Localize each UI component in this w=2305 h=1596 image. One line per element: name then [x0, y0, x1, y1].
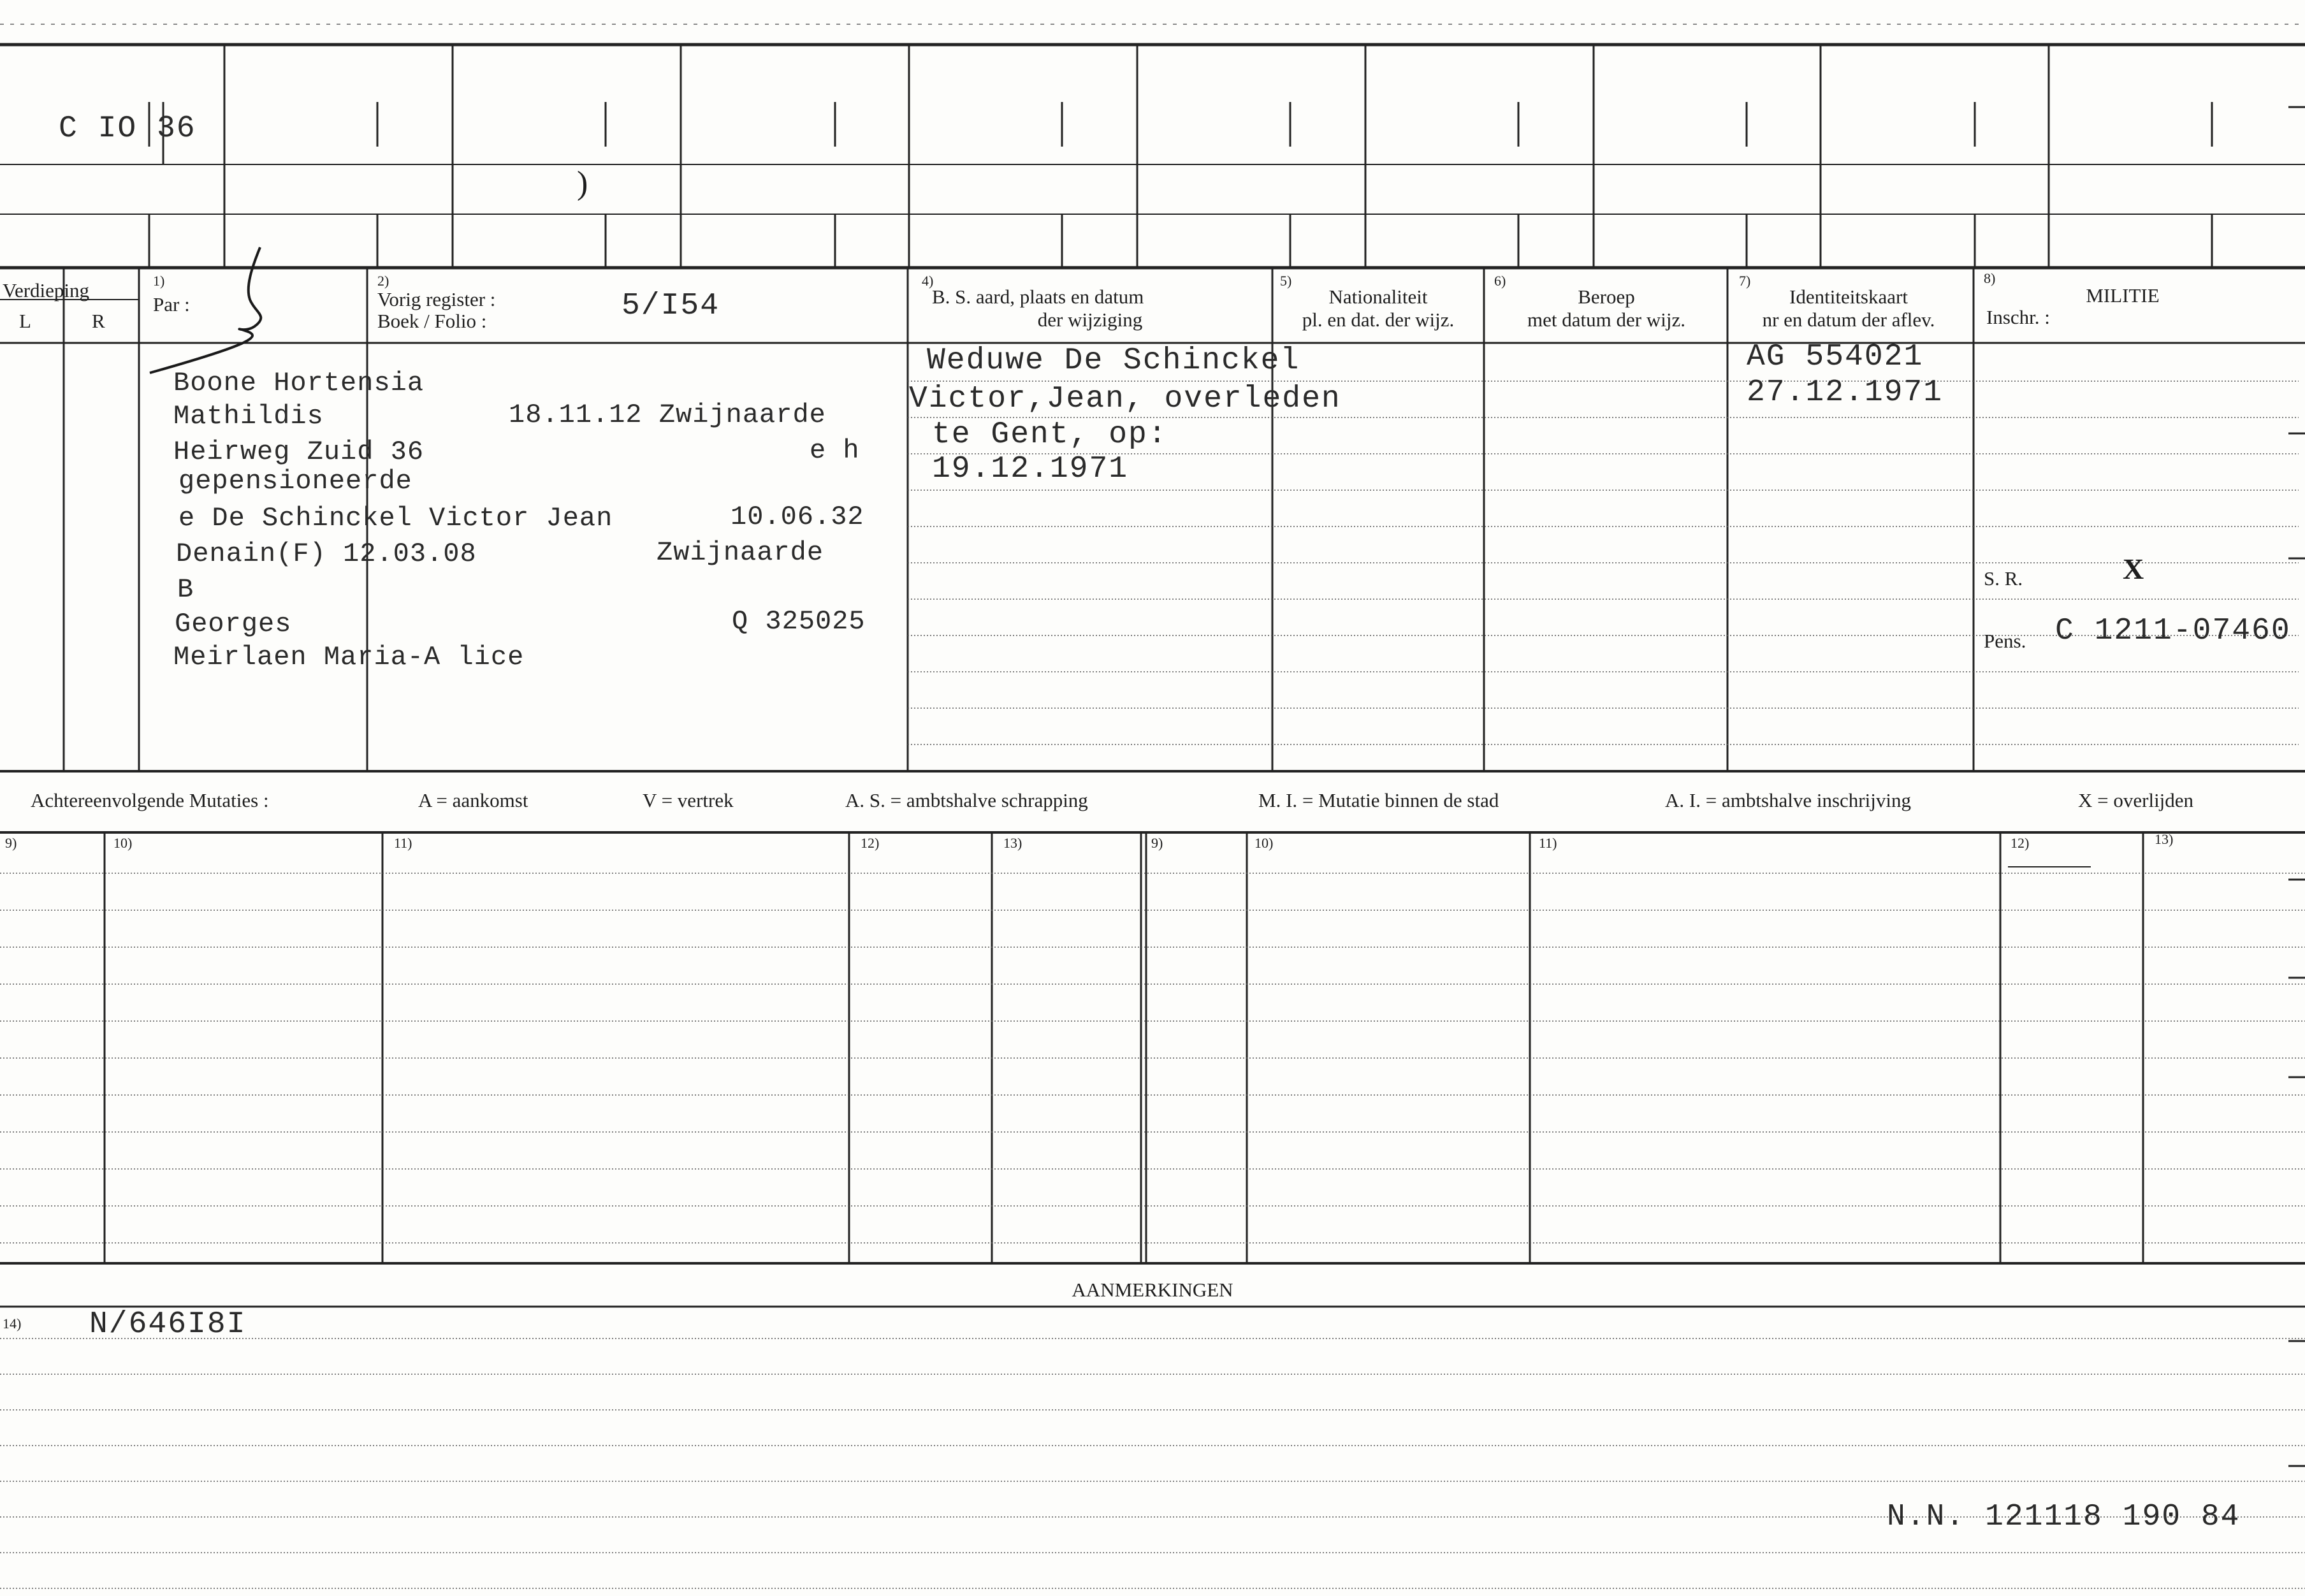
person-address: Heirweg Zuid 36	[173, 437, 425, 467]
person-occupation: gepensioneerde	[178, 466, 412, 497]
sr-value: X	[2123, 553, 2144, 585]
person-firstname2: Mathildis	[173, 401, 324, 432]
mutation-code-ai: A. I. = ambtshalve inschrijving	[1665, 789, 1911, 811]
father-name: Georges	[175, 609, 292, 639]
bs-entry-line2: Victor,Jean, overleden	[909, 382, 1341, 416]
par-label: Par :	[153, 293, 190, 316]
bs-entry-line1: Weduwe De Schinckel	[927, 344, 1300, 378]
militie-header: MILITIE	[2086, 284, 2160, 307]
nat-header-line1: Nationaliteit	[1328, 286, 1428, 308]
bs-entry-line3: te Gent, op:	[932, 417, 1168, 452]
sr-label: S. R.	[1984, 567, 2023, 590]
boek-folio-label: Boek / Folio :	[377, 310, 487, 332]
q-code: Q 325025	[732, 606, 866, 637]
card-code-number: 36	[157, 112, 196, 146]
card-code: C IO	[59, 112, 138, 146]
pens-label: Pens.	[1984, 630, 2026, 652]
mutation-col-13: 13)	[1003, 835, 1022, 851]
mutation-col-12b: 12)	[2011, 835, 2030, 851]
aanmerkingen-number: 14)	[3, 1316, 22, 1331]
mutation-col-13b: 13)	[2155, 831, 2174, 847]
aanmerkingen-title: AANMERKINGEN	[1072, 1279, 1233, 1301]
mutation-col-11: 11)	[394, 835, 412, 851]
mutation-col-12: 12)	[861, 835, 880, 851]
mutation-col-10b: 10)	[1254, 835, 1274, 851]
beroep-header-line2: met datum der wijz.	[1527, 308, 1685, 331]
mutations-label: Achtereenvolgende Mutaties :	[31, 789, 269, 811]
id-card-date: 27.12.1971	[1747, 375, 1944, 410]
par-number: 1)	[153, 273, 165, 289]
mutation-col-11b: 11)	[1539, 835, 1557, 851]
mutation-col-10: 10)	[113, 835, 133, 851]
bs-number: 4)	[922, 273, 934, 289]
vorig-number: 2)	[377, 273, 389, 289]
aanmerkingen-value: N/646I8I	[89, 1307, 247, 1342]
nat-header-line2: pl. en dat. der wijz.	[1302, 308, 1455, 331]
mutation-code-x: X = overlijden	[2078, 789, 2194, 811]
mutation-code-as: A. S. = ambtshalve schrapping	[845, 789, 1088, 811]
spouse-birth: Denain(F) 12.03.08	[176, 539, 477, 569]
id-header-line2: nr en datum der aflev.	[1762, 308, 1935, 331]
verdieping-l: L	[19, 310, 31, 332]
id-card-number: AG 554021	[1747, 340, 1924, 374]
nat-number: 5)	[1280, 273, 1292, 289]
letter-b: B	[177, 574, 194, 605]
verdieping-label: Verdieping	[3, 279, 90, 301]
vorig-register-value: 5/I54	[622, 289, 720, 323]
person-spouse: e De Schinckel Victor Jean	[178, 503, 613, 533]
mutation-code-a: A = aankomst	[418, 789, 528, 811]
national-number: N.N. 121118 190 84	[1887, 1500, 2241, 1534]
mutation-code-v: V = vertrek	[643, 789, 734, 811]
inschr-label: Inschr. :	[1986, 306, 2050, 328]
marriage-place: Zwijnaarde	[657, 537, 824, 568]
person-status-code: e h	[810, 435, 860, 466]
stray-mark: )	[577, 165, 588, 201]
id-header-line1: Identiteitskaart	[1789, 286, 1908, 308]
mutation-code-mi: M. I. = Mutatie binnen de stad	[1258, 789, 1499, 811]
beroep-header-line1: Beroep	[1578, 286, 1635, 308]
bs-header-line2: der wijziging	[1037, 308, 1143, 331]
militie-number: 8)	[1984, 270, 1996, 286]
beroep-number: 6)	[1494, 273, 1506, 289]
bs-header-line1: B. S. aard, plaats en datum	[932, 286, 1144, 308]
pens-value: C 1211-07460	[2055, 614, 2291, 648]
verdieping-r: R	[92, 310, 105, 332]
mutation-col-9: 9)	[5, 835, 17, 851]
vorig-register-label: Vorig register :	[377, 288, 496, 310]
id-number: 7)	[1739, 273, 1751, 289]
marriage-date: 10.06.32	[731, 502, 864, 532]
bs-entry-line4: 19.12.1971	[932, 452, 1129, 486]
mutation-col-9b: 9)	[1151, 835, 1163, 851]
mother-name: Meirlaen Maria-A lice	[173, 642, 525, 672]
person-birth: 18.11.12 Zwijnaarde	[509, 400, 826, 430]
person-name: Boone Hortensia	[173, 368, 425, 398]
